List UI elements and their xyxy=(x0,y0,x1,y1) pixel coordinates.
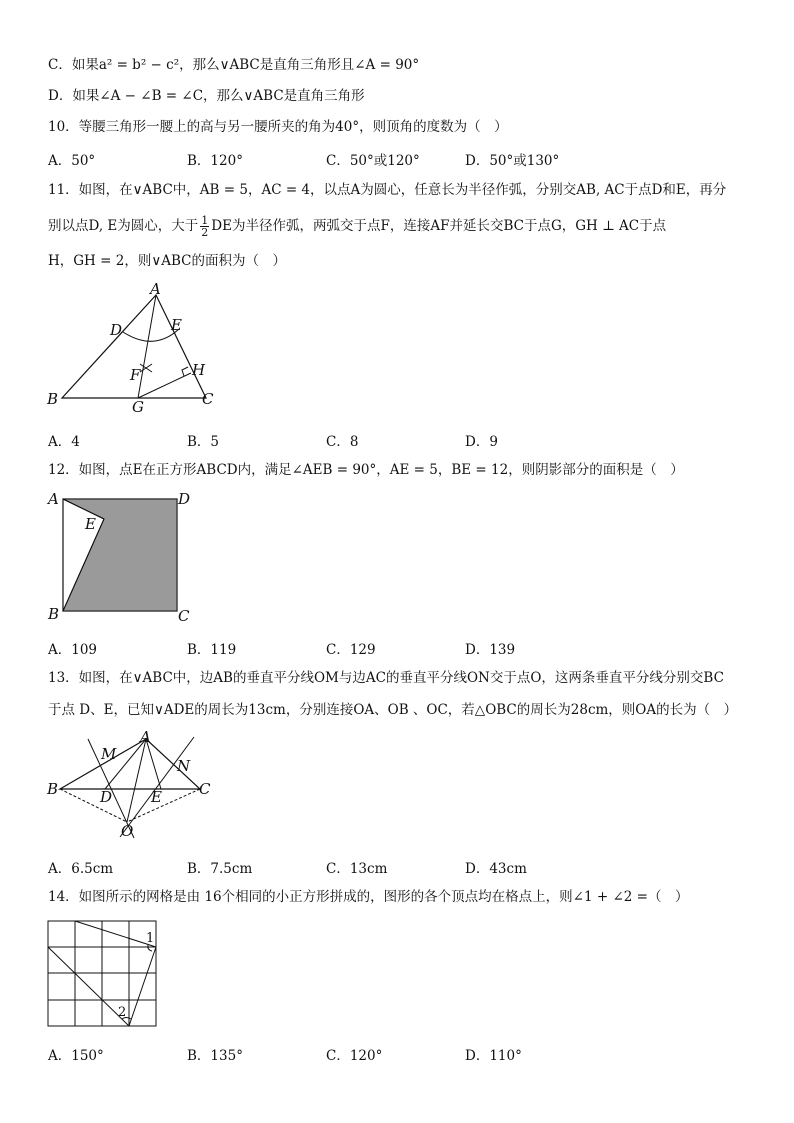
q11-option-d: D．9 xyxy=(465,434,498,450)
q14-segment-2 xyxy=(129,947,156,1026)
q11-stem-line2-b: DE为半径作弧，两弧交于点F，连接AF并延长交BC于点G，GH ⊥ AC于点 xyxy=(211,218,667,234)
q13-segment-ao xyxy=(127,739,146,822)
q12-label-e: E xyxy=(85,515,96,533)
q13-option-d: D．43cm xyxy=(465,861,527,877)
q9-option-c: C．如果a² = b² − c²，那么∨ABC是直角三角形且∠A = 90° xyxy=(48,57,420,73)
q14-segment-3 xyxy=(48,947,129,1026)
q13-label-o: O xyxy=(121,822,134,840)
q11-option-c: C．8 xyxy=(326,434,359,450)
q11-triangle-figure xyxy=(44,282,224,417)
q10-option-b: B．120° xyxy=(187,153,243,169)
q14-stem: 14．如图所示的网格是由 16个相同的小正方形拼成的，图形的各个顶点均在格点上，则∠1 + ∠2 =（ ） xyxy=(48,889,689,905)
q14-label-angle-2: 2 xyxy=(118,1005,127,1020)
q11-stem-line2-a: 别以点D, E为圆心，大于 xyxy=(48,218,199,234)
q12-stem: 12．如图，点E在正方形ABCD内，满足∠AEB = 90°，AE = 5，BE = 12，则阴影部分的面积是（ ） xyxy=(48,462,684,478)
q12-shaded-region xyxy=(63,499,177,611)
q14-options xyxy=(48,1044,608,1062)
q14-option-d: D．110° xyxy=(465,1048,522,1064)
q11-option-b: B．5 xyxy=(187,434,220,450)
q13-label-a: A xyxy=(140,728,151,746)
q11-fraction-num: 1 xyxy=(201,214,209,227)
q10-options xyxy=(48,149,608,167)
q14-grid-figure xyxy=(44,915,164,1030)
q13-label-n: N xyxy=(177,757,191,775)
q12-option-d: D．139 xyxy=(465,642,516,658)
q11-label-b: B xyxy=(47,390,59,408)
q14-option-a: A．150° xyxy=(48,1048,104,1064)
q13-option-c: C．13cm xyxy=(326,861,388,877)
q13-options xyxy=(48,857,608,875)
q11-label-d: D xyxy=(110,321,123,339)
q13-label-b: B xyxy=(47,780,59,798)
q10-stem: 10．等腰三角形一腰上的高与另一腰所夹的角为40°，则顶角的度数为（ ） xyxy=(48,119,508,135)
q12-label-d: D xyxy=(178,490,191,508)
q13-option-a: A．6.5cm xyxy=(48,861,114,877)
q11-label-g: G xyxy=(132,398,144,416)
q13-label-c: C xyxy=(199,780,211,798)
q11-label-f: F xyxy=(130,366,141,384)
q14-segment-1 xyxy=(75,921,156,947)
q11-option-a: A．4 xyxy=(48,434,80,450)
q12-option-a: A．109 xyxy=(48,642,98,658)
q11-stem-line1: 11．如图，在∨ABC中，AB = 5，AC = 4，以点A为圆心，任意长为半径作弧，分别交AB, AC于点D和E，再分 xyxy=(48,182,727,198)
q13-stem-line1: 13．如图，在∨ABC中，边AB的垂直平分线OM与边AC的垂直平分线ON交于点O，这两条垂直平分线分别交BC xyxy=(48,670,724,686)
q13-segment-co xyxy=(127,789,200,822)
q11-stem-line2 xyxy=(48,214,666,238)
q11-stem-line3: H，GH = 2，则∨ABC的面积为（ ） xyxy=(48,253,286,269)
q12-option-b: B．119 xyxy=(187,642,237,658)
q13-label-e: E xyxy=(151,788,162,806)
q13-triangle-figure xyxy=(44,730,224,842)
q14-grid xyxy=(48,921,156,1026)
q14-label-angle-1: 1 xyxy=(146,931,155,946)
q10-option-c: C．50°或120° xyxy=(326,153,420,169)
q12-label-b: B xyxy=(48,605,60,623)
q11-fraction-den: 2 xyxy=(201,226,209,239)
q13-label-m: M xyxy=(101,745,117,763)
q11-label-c: C xyxy=(202,390,214,408)
q13-label-d: D xyxy=(100,788,113,806)
q11-label-e: E xyxy=(171,316,182,334)
q13-segment-bo xyxy=(60,789,127,822)
q12-options xyxy=(48,638,608,656)
q12-square-figure xyxy=(44,488,194,623)
q12-option-c: C．129 xyxy=(326,642,376,658)
q14-option-c: C．120° xyxy=(326,1048,383,1064)
q9-option-d: D．如果∠A − ∠B = ∠C，那么∨ABC是直角三角形 xyxy=(48,88,365,104)
q10-option-a: A．50° xyxy=(48,153,96,169)
q11-segment-gh xyxy=(138,373,191,398)
q14-option-b: B．135° xyxy=(187,1048,243,1064)
q11-fraction xyxy=(200,215,209,238)
q11-segment-ag xyxy=(138,295,156,398)
q12-label-c: C xyxy=(178,607,190,625)
q13-stem-line2: 于点 D、E，已知∨ADE的周长为13cm，分别连接OA、OB 、OC，若△OBC的周长为28cm，则OA的长为（ ） xyxy=(48,702,738,718)
q13-option-b: B．7.5cm xyxy=(187,861,253,877)
q10-option-d: D．50°或130° xyxy=(465,153,560,169)
q12-label-a: A xyxy=(48,490,59,508)
q11-label-h: H xyxy=(192,361,206,379)
q11-options xyxy=(48,430,608,448)
q11-label-a: A xyxy=(150,280,161,298)
